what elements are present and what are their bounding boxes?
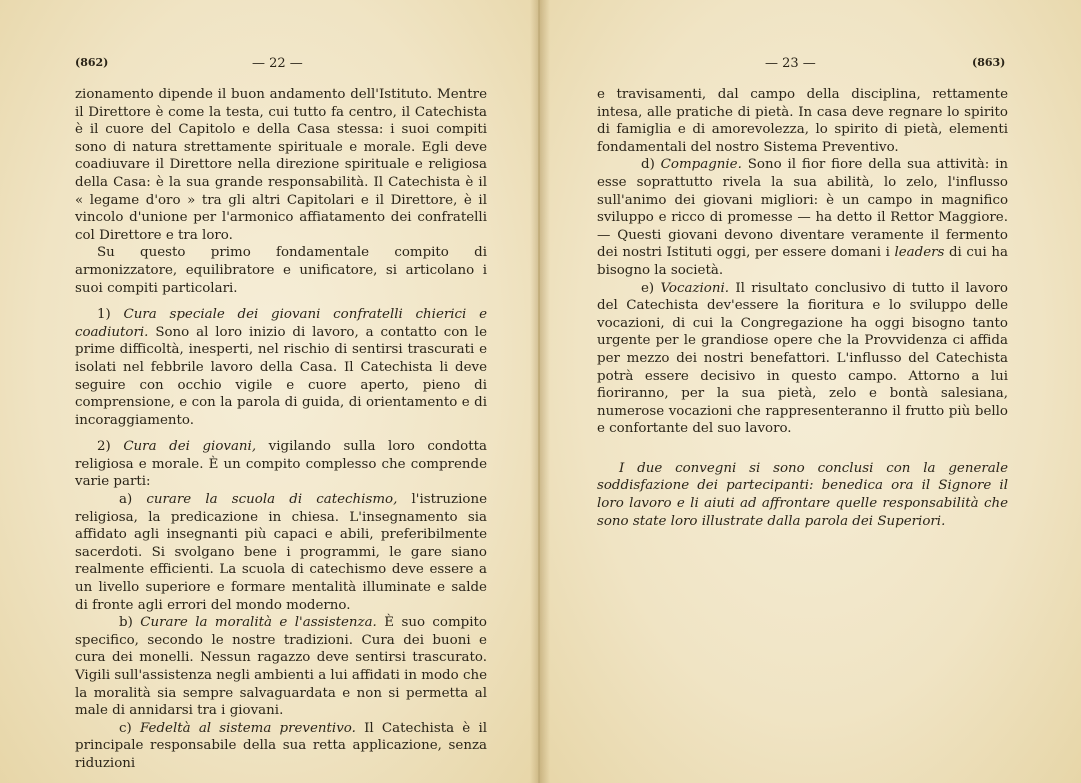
paragraph — [75, 614, 487, 720]
book-gutter — [530, 0, 550, 783]
page-margin-number: (862) — [75, 56, 109, 69]
paragraph-text: Il risultato conclusivo di tutto il lavoro del Catechista dev'essere la fioritura e lo sviluppo delle vocazioni, di cui la Congregazione ha oggi bisogno tanto urgente per le grandiose opere che la Provvidenza ci affida per mezzo dei nostri benefattori. L'influsso del Catechista potrà essere decisivo in questo campo. Attorno a lui fioriranno, per la sua pietà, zelo e bontà salesiana, numerose vocazioni che rappresenteranno il frutto più bello e confortante del suo lavoro. — [597, 280, 1008, 437]
paragraph-text: vigilando sulla loro condotta religiosa e morale. È un compito complesso che comprende varie parti: — [75, 439, 487, 490]
paragraph-text: Sono il fior fiore della sua attività: in esse soprattutto rivela la sua abilità, lo zelo, l'influsso sull'animo dei giovani migliori: è un campo in magnifico sviluppo e ricco di promesse — ha detto il Rettor Maggiore. — Questi giovani devono diventare veramente il fermento dei nostri Istituti oggi, per essere domani i — [597, 157, 1008, 261]
page-number: — 22 — — [252, 56, 303, 71]
paragraph-text: di cui ha bisogno la società. — [597, 245, 1008, 278]
paragraph — [75, 491, 487, 614]
list-number: d) — [641, 157, 655, 173]
paragraph-text: È suo compito specifico, secondo le nostre tradizioni. Cura dei buoni e cura dei monelli. Nessun ragazzo deve sentirsi trascurato. Vigili sull'assistenza negli ambienti a lui affidati in modo che la moralità sia sempre salvaguardata e non si permetta al male di annidarsi tra i giovani. — [75, 615, 487, 719]
left-page — [0, 0, 538, 783]
section-heading: Compagnie. — [660, 157, 742, 173]
paragraph-text: Il Catechista è il principale responsabile della sua retta applicazione, senza riduzioni — [75, 720, 488, 771]
list-number: e) — [641, 280, 655, 296]
section-heading: curare la scuola di catechismo, — [146, 492, 398, 508]
italic-word: leaders — [894, 245, 945, 261]
page-margin-number: (863) — [972, 56, 1006, 69]
closing-note: I due convegni si sono conclusi con la generale soddisfazione dei partecipanti: benedica ora il Signore il loro lavoro e li aiuti ad affrontare quelle responsabilità che sono state loro illustrate dalla parola dei Superiori. — [597, 460, 1008, 529]
section-heading: Cura dei giovani, — [123, 439, 257, 455]
section-heading: Cura speciale dei giovani confratelli chierici e coadiutori. — [75, 307, 487, 340]
list-number: 2) — [97, 439, 111, 455]
section-heading: Curare la moralità e l'assistenza. — [140, 615, 377, 631]
right-page — [540, 0, 1081, 783]
list-number: c) — [119, 720, 132, 736]
paragraph: zionamento dipende il buon andamento dell'Istituto. Mentre il Direttore è come la testa, cui tutto fa centro, il Catechista è il cuore del Capitolo e della Casa stessa: i suoi compiti sono di natura strettamente spirituale e morale. Egli deve coadiuvare il Direttore nella direzione spirituale e religiosa della Casa: è la sua grande responsabilità. Il Catechista è il « legame d'oro » tra gli altri Capitolari e il Direttore, è il vincolo d'unione per l'armonico affiatamento dei confratelli col Direttore e tra loro. — [75, 87, 487, 243]
paragraph: e travisamenti, dal campo della disciplina, rettamente intesa, alle pratiche di pietà. In casa deve regnare lo spirito di famiglia e di amorevolezza, lo spirito di pietà, elementi fondamentali del nostro Sistema Preventivo. — [597, 87, 1008, 155]
list-number: 1) — [97, 307, 111, 323]
section-heading: Fedeltà al sistema preventivo. — [139, 720, 356, 736]
paragraph — [75, 306, 487, 429]
right-body — [597, 86, 1008, 530]
paragraph — [597, 156, 1008, 279]
paragraph-text: l'istruzione religiosa, la predicazione in chiesa. L'insegnamento sia affidato agli insegnanti più capaci e abili, preferibilmente sacerdoti. Si svolgano bene i programmi, le gare siano realmente efficienti. La scuola di catechismo deve essere a un livello superiore e formare mentalità illuminate e salde di fronte agli errori del mondo moderno. — [75, 492, 487, 613]
paragraph: Su questo primo fondamentale compito di armonizzatore, equilibratore e unificatore, si articolano i suoi compiti particolari. — [75, 245, 487, 296]
page-number: — 23 — — [765, 56, 816, 71]
list-number: a) — [119, 492, 133, 508]
list-number: b) — [119, 615, 133, 631]
left-body — [75, 86, 487, 773]
paragraph — [75, 438, 487, 491]
section-heading: Vocazioni. — [660, 280, 730, 296]
paragraph-text: Sono al loro inizio di lavoro, a contatto con le prime difficoltà, inesperti, nel rischio di sentirsi trascurati e isolati nel febbrile lavoro della Casa. Il Catechista li deve seguire con occhio vigile e cuore aperto, pieno di comprensione, e con la parola di guida, di orientamento e di incoraggiamento. — [75, 324, 488, 428]
paragraph — [597, 280, 1008, 438]
paragraph — [75, 720, 487, 773]
